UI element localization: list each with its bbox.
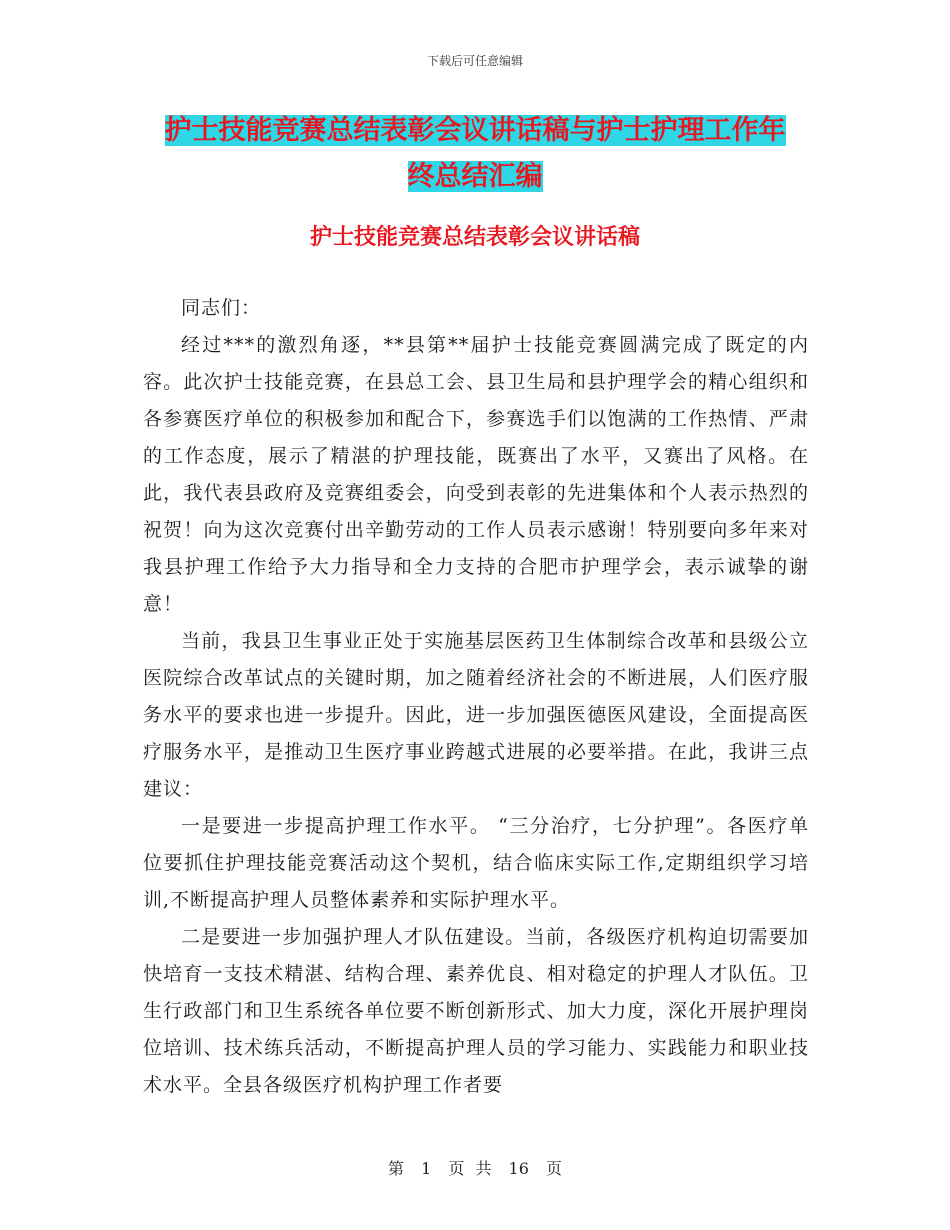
section-title: 护士技能竞赛总结表彰会议讲话稿: [309, 225, 640, 250]
document-body: [143, 290, 809, 1104]
paragraph: 同志们：: [181, 297, 262, 319]
page-label-suffix: 页: [546, 1159, 563, 1178]
paragraph: 一是要进一步提高护理工作水平。 “三分治疗，七分护理”。各医疗单位要抓住护理技能竞赛活动这个契机，结合临床实际工作,定期组织学习培训,不断提高护理人员整体素养和实际护理水平。: [143, 815, 809, 911]
page-footer: [0, 1156, 950, 1179]
paragraph: 经过***的激烈角逐，**县第**届护士技能竞赛圆满完成了既定的内容。此次护士技能竞赛，在县总工会、县卫生局和县护理学会的精心组织和各参赛医疗单位的积极参加和配合下，参赛选手们以饱满的工作热情、严肃的工作态度，展示了精湛的护理技能，既赛出了水平，又赛出了风格。在此，我代表县政府及竞赛组委会，向受到表彰的先进集体和个人表示热烈的祝贺！向为这次竞赛付出辛勤劳动的工作人员表示感谢！特别要向多年来对我县护理工作给予大力指导和全力支持的合肥市护理学会，表示诚挚的谢意！: [143, 334, 809, 615]
page-total: 16: [508, 1159, 529, 1178]
document-title-line1: 护士技能竞赛总结表彰会议讲话稿与护士护理工作年: [164, 115, 786, 146]
page-current: 1: [421, 1159, 432, 1178]
paragraph: 二是要进一步加强护理人才队伍建设。当前，各级医疗机构迫切需要加快培育一支技术精湛、结构合理、素养优良、相对稳定的护理人才队伍。卫生行政部门和卫生系统各单位要不断创新形式、加大力度，深化开展护理岗位培训、技术练兵活动，不断提高护理人员的学习能力、实践能力和职业技术水平。全县各级医疗机构护理工作者要: [143, 926, 809, 1096]
page-label-prefix: 第: [387, 1159, 404, 1178]
document-title: [140, 108, 810, 200]
header-note: 下载后可任意编辑: [426, 54, 523, 68]
page-label-mid: 页 共: [448, 1159, 492, 1178]
document-title-line2: 终总结汇编: [407, 161, 543, 192]
paragraph: 当前，我县卫生事业正处于实施基层医药卫生体制综合改革和县级公立医院综合改革试点的关键时期，加之随着经济社会的不断进展，人们医疗服务水平的要求也进一步提升。因此，进一步加强医德医风建设，全面提高医疗服务水平，是推动卫生医疗事业跨越式进展的必要举措。在此，我讲三点建议：: [143, 630, 809, 800]
